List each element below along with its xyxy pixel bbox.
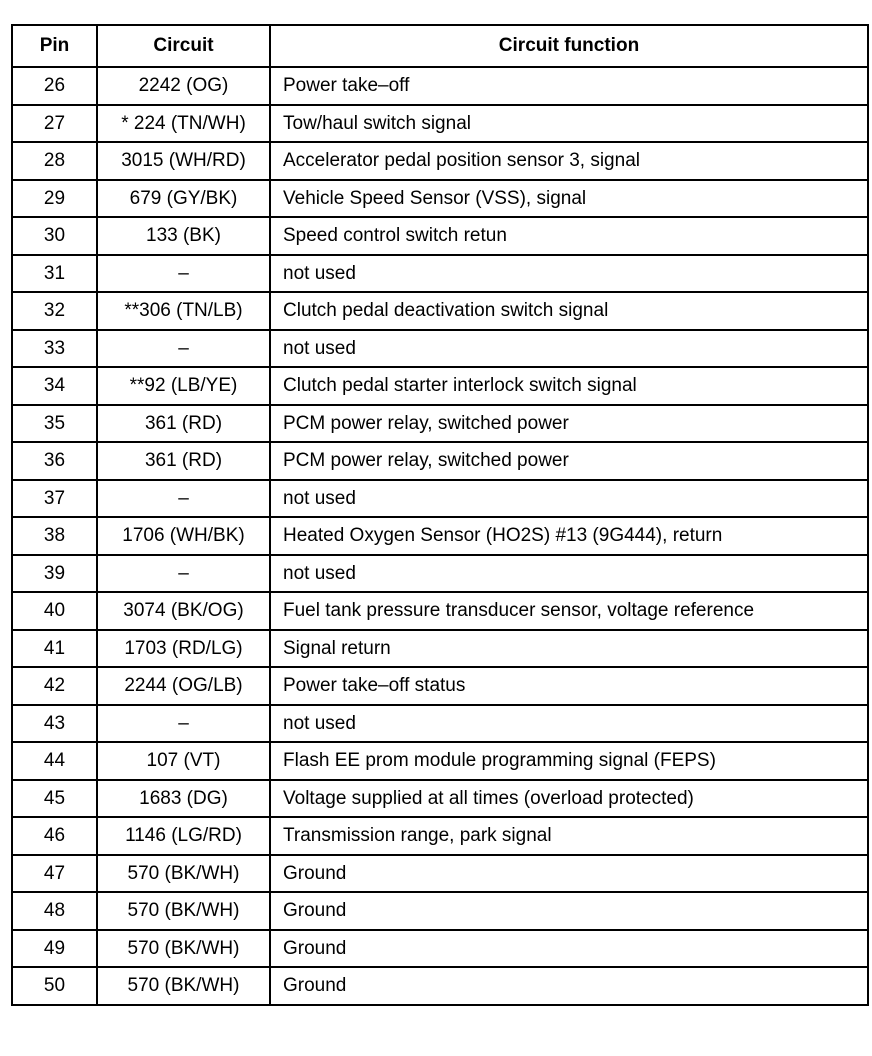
circuit-function-cell: Ground bbox=[270, 930, 868, 968]
table-row bbox=[12, 367, 868, 405]
circuit-function-cell: Transmission range, park signal bbox=[270, 817, 868, 855]
circuit-function-cell: Vehicle Speed Sensor (VSS), signal bbox=[270, 180, 868, 218]
circuit-function-cell: PCM power relay, switched power bbox=[270, 442, 868, 480]
circuit-function-cell: Fuel tank pressure transducer sensor, voltage reference bbox=[270, 592, 868, 630]
circuit-function-cell: Heated Oxygen Sensor (HO2S) #13 (9G444), return bbox=[270, 517, 868, 555]
table-row bbox=[12, 780, 868, 818]
pin-cell: 29 bbox=[12, 180, 97, 218]
table-row bbox=[12, 105, 868, 143]
pin-cell: 49 bbox=[12, 930, 97, 968]
pin-cell: 42 bbox=[12, 667, 97, 705]
pin-cell: 36 bbox=[12, 442, 97, 480]
circuit-cell: **306 (TN/LB) bbox=[97, 292, 270, 330]
table-row bbox=[12, 180, 868, 218]
pin-cell: 30 bbox=[12, 217, 97, 255]
table-row bbox=[12, 630, 868, 668]
circuit-function-cell: Voltage supplied at all times (overload protected) bbox=[270, 780, 868, 818]
table-row bbox=[12, 705, 868, 743]
circuit-cell: – bbox=[97, 555, 270, 593]
pin-cell: 47 bbox=[12, 855, 97, 893]
circuit-function-cell: not used bbox=[270, 480, 868, 518]
circuit-cell: 3015 (WH/RD) bbox=[97, 142, 270, 180]
circuit-function-cell: not used bbox=[270, 330, 868, 368]
table-row bbox=[12, 817, 868, 855]
pin-cell: 41 bbox=[12, 630, 97, 668]
circuit-cell: – bbox=[97, 705, 270, 743]
table-row bbox=[12, 517, 868, 555]
header-row bbox=[12, 25, 868, 67]
circuit-function-cell: Power take–off status bbox=[270, 667, 868, 705]
pin-cell: 44 bbox=[12, 742, 97, 780]
circuit-cell: 1683 (DG) bbox=[97, 780, 270, 818]
circuit-cell: 570 (BK/WH) bbox=[97, 892, 270, 930]
table-header bbox=[12, 25, 868, 67]
circuit-cell: * 224 (TN/WH) bbox=[97, 105, 270, 143]
table-row bbox=[12, 405, 868, 443]
circuit-cell: 2242 (OG) bbox=[97, 67, 270, 105]
pin-cell: 50 bbox=[12, 967, 97, 1005]
table-row bbox=[12, 742, 868, 780]
circuit-function-cell: not used bbox=[270, 555, 868, 593]
table-row bbox=[12, 330, 868, 368]
table-row bbox=[12, 480, 868, 518]
circuit-function-cell: Power take–off bbox=[270, 67, 868, 105]
table-row bbox=[12, 967, 868, 1005]
circuit-function-cell: Signal return bbox=[270, 630, 868, 668]
pin-cell: 37 bbox=[12, 480, 97, 518]
table-row bbox=[12, 667, 868, 705]
pin-cell: 35 bbox=[12, 405, 97, 443]
pin-cell: 34 bbox=[12, 367, 97, 405]
circuit-function-cell: Ground bbox=[270, 967, 868, 1005]
circuit-cell: – bbox=[97, 255, 270, 293]
circuit-cell: **92 (LB/YE) bbox=[97, 367, 270, 405]
table-row bbox=[12, 442, 868, 480]
table-row bbox=[12, 292, 868, 330]
table-row bbox=[12, 217, 868, 255]
table-body bbox=[12, 67, 868, 1005]
circuit-cell: 107 (VT) bbox=[97, 742, 270, 780]
header-circuit-function: Circuit function bbox=[270, 25, 868, 67]
circuit-cell: 3074 (BK/OG) bbox=[97, 592, 270, 630]
circuit-cell: 2244 (OG/LB) bbox=[97, 667, 270, 705]
header-pin: Pin bbox=[12, 25, 97, 67]
table-row bbox=[12, 855, 868, 893]
pin-cell: 32 bbox=[12, 292, 97, 330]
circuit-function-cell: PCM power relay, switched power bbox=[270, 405, 868, 443]
pin-cell: 45 bbox=[12, 780, 97, 818]
circuit-function-cell: Clutch pedal deactivation switch signal bbox=[270, 292, 868, 330]
circuit-function-cell: Ground bbox=[270, 855, 868, 893]
circuit-cell: – bbox=[97, 330, 270, 368]
pin-cell: 43 bbox=[12, 705, 97, 743]
circuit-cell: 1146 (LG/RD) bbox=[97, 817, 270, 855]
circuit-cell: 1706 (WH/BK) bbox=[97, 517, 270, 555]
circuit-cell: 570 (BK/WH) bbox=[97, 930, 270, 968]
table-row bbox=[12, 67, 868, 105]
circuit-cell: 570 (BK/WH) bbox=[97, 967, 270, 1005]
pin-cell: 46 bbox=[12, 817, 97, 855]
circuit-cell: 133 (BK) bbox=[97, 217, 270, 255]
table-row bbox=[12, 592, 868, 630]
table-row bbox=[12, 255, 868, 293]
header-circuit: Circuit bbox=[97, 25, 270, 67]
circuit-function-cell: not used bbox=[270, 255, 868, 293]
pin-circuit-table bbox=[11, 24, 869, 1006]
pin-cell: 26 bbox=[12, 67, 97, 105]
table-row bbox=[12, 555, 868, 593]
pin-cell: 31 bbox=[12, 255, 97, 293]
circuit-function-cell: Flash EE prom module programming signal (FEPS) bbox=[270, 742, 868, 780]
pin-cell: 28 bbox=[12, 142, 97, 180]
table-row bbox=[12, 892, 868, 930]
circuit-cell: 1703 (RD/LG) bbox=[97, 630, 270, 668]
pin-cell: 39 bbox=[12, 555, 97, 593]
circuit-function-cell: Accelerator pedal position sensor 3, signal bbox=[270, 142, 868, 180]
pin-cell: 48 bbox=[12, 892, 97, 930]
table-row bbox=[12, 142, 868, 180]
circuit-cell: 361 (RD) bbox=[97, 405, 270, 443]
circuit-function-cell: Ground bbox=[270, 892, 868, 930]
pin-cell: 27 bbox=[12, 105, 97, 143]
pin-cell: 38 bbox=[12, 517, 97, 555]
circuit-cell: – bbox=[97, 480, 270, 518]
circuit-function-cell: Tow/haul switch signal bbox=[270, 105, 868, 143]
circuit-cell: 361 (RD) bbox=[97, 442, 270, 480]
pin-cell: 33 bbox=[12, 330, 97, 368]
circuit-cell: 570 (BK/WH) bbox=[97, 855, 270, 893]
circuit-function-cell: Clutch pedal starter interlock switch signal bbox=[270, 367, 868, 405]
pin-cell: 40 bbox=[12, 592, 97, 630]
circuit-function-cell: not used bbox=[270, 705, 868, 743]
table-row bbox=[12, 930, 868, 968]
circuit-function-cell: Speed control switch retun bbox=[270, 217, 868, 255]
circuit-cell: 679 (GY/BK) bbox=[97, 180, 270, 218]
